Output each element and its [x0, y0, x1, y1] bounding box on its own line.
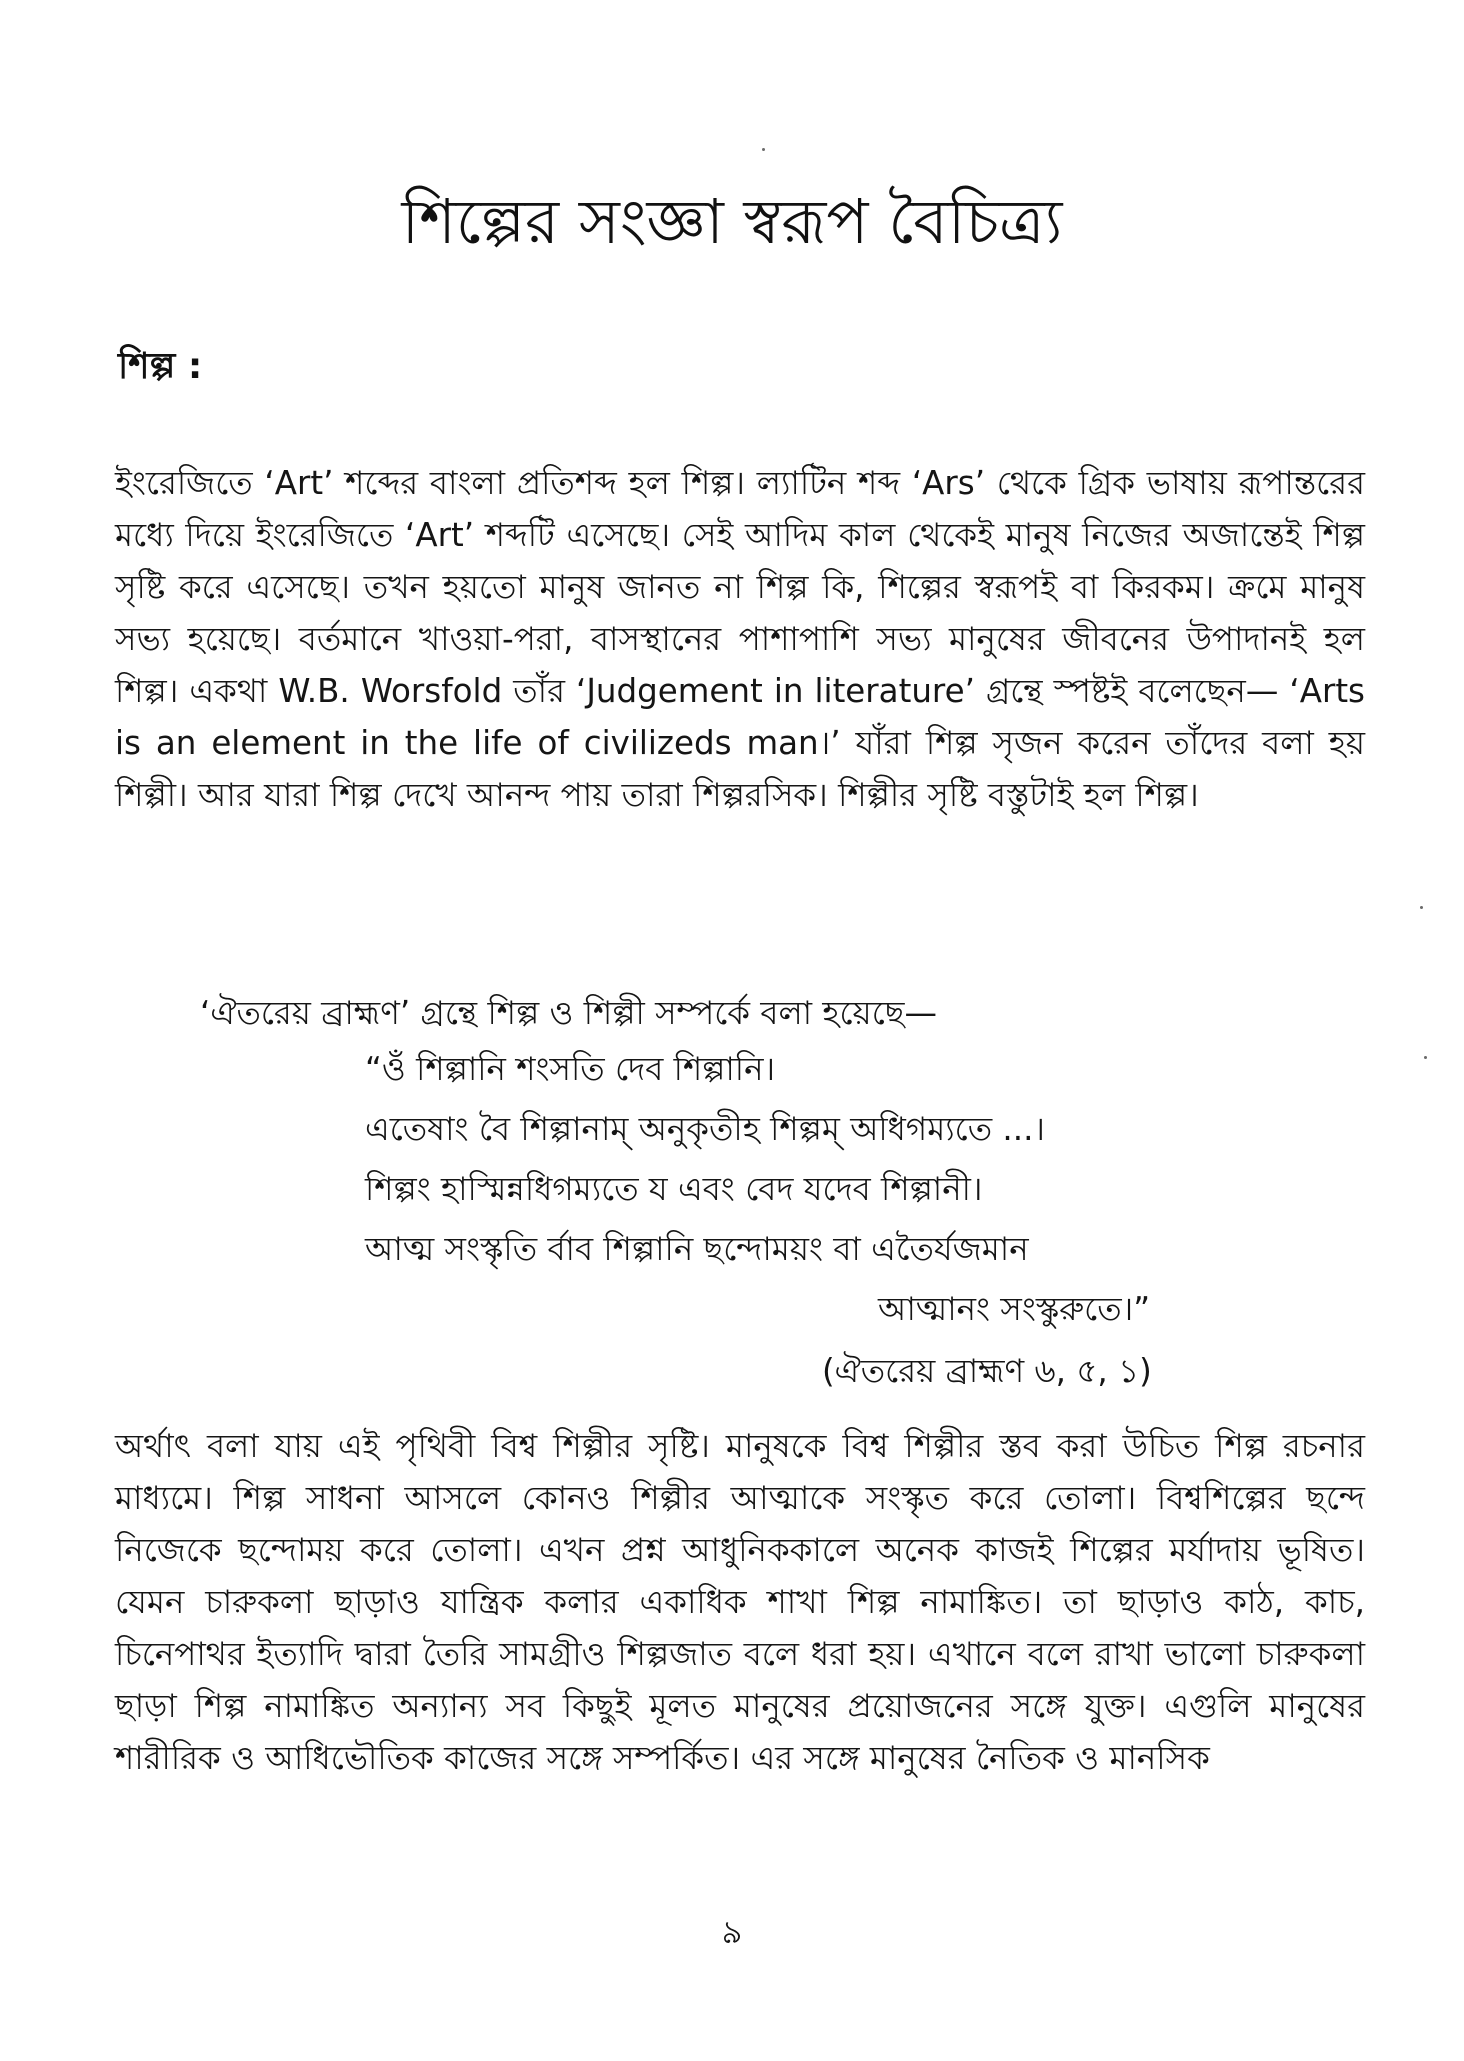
scan-speck	[762, 148, 765, 151]
section-heading: শিল্প :	[118, 346, 203, 387]
verse-line: আত্ম সংস্কৃতি র্বাব শিল্পানি ছন্দোময়ং বা এতৈর্যজমান	[365, 1230, 1029, 1268]
paragraph-discussion: অর্থাৎ বলা যায় এই পৃথিবী বিশ্ব শিল্পীর সৃষ্টি। মানুষকে বিশ্ব শিল্পীর স্তব করা উচিত শিল্প রচনার মাধ্যমে। শিল্প সাধনা আসলে কোনও শিল্পীর আত্মাকে সংস্কৃত করে তোলা। বিশ্বশিল্পের ছন্দে নিজেকে ছন্দোময় করে তোলা। এখন প্রশ্ন আধুনিককালে অনেক কাজই শিল্পের মর্যাদায় ভূষিত। যেমন চারুকলা ছাড়াও যান্ত্রিক কলার একাধিক শাখা শিল্প নামাঙ্কিত। তা ছাড়াও কাঠ, কাচ, চিনেপাথর ইত্যাদি দ্বারা তৈরি সামগ্রীও শিল্পজাত বলে ধরা হয়। এখানে বলে রাখা ভালো চারুকলা ছাড়া শিল্প নামাঙ্কিত অন্যান্য সব কিছুই মূলত মানুষের প্রয়োজনের সঙ্গে যুক্ত। এগুলি মানুষের শারীরিক ও আধিভৌতিক কাজের সঙ্গে সম্পর্কিত। এর সঙ্গে মানুষের নৈতিক ও মানসিক	[115, 1427, 1365, 1777]
verse-line: এতেষাং বৈ শিল্পানাম্ অনুকৃতীহ শিল্পম্ অধিগম্যতে ...।	[365, 1110, 1046, 1148]
scan-speck	[1420, 906, 1423, 909]
sanskrit-verse	[365, 1039, 1365, 1279]
page-number: ৯	[721, 1913, 743, 1951]
verse-line: “ওঁ শিল্পানি শংসতি দেব শিল্পানি।	[365, 1050, 776, 1088]
verse-line: শিল্পং হাস্মিন্নধিগম্যতে য এবং বেদ যদেব শিল্পানী।	[365, 1170, 983, 1208]
paragraph-quote-intro: ‘ঐতরেয় ব্রাহ্মণ’ গ্রন্থে শিল্প ও শিল্পী সম্পর্কে বলা হয়েছে—	[200, 994, 937, 1032]
page-title: শিল্পের সংজ্ঞা স্বরূপ বৈচিত্র্য	[401, 185, 1063, 258]
verse-line-last: আত্মানং সংস্কুরুতে।”	[878, 1290, 1151, 1328]
scan-speck	[1424, 1056, 1427, 1059]
verse-citation: (ঐতরেয় ব্রাহ্মণ ৬, ৫, ১)	[822, 1352, 1152, 1390]
paragraph-intro: ইংরেজিতে ‘Art’ শব্দের বাংলা প্রতিশব্দ হল শিল্প। ল্যাটিন শব্দ ‘Ars’ থেকে গ্রিক ভাষায় রূপান্তরের মধ্যে দিয়ে ইংরেজিতে ‘Art’ শব্দটি এসেছে। সেই আদিম কাল থেকেই মানুষ নিজের অজান্তেই শিল্প সৃষ্টি করে এসেছে। তখন হয়তো মানুষ জানত না শিল্প কি, শিল্পের স্বরূপই বা কিরকম। ক্রমে মানুষ সভ্য হয়েছে। বর্তমানে খাওয়া-পরা, বাসস্থানের পাশাপাশি সভ্য মানুষের জীবনের উপাদানই হল শিল্প। একথা W.B. Worsfold তাঁর ‘Judgement in literature’ গ্রন্থে স্পষ্টই বলেছেন— ‘Arts is an element in the life of civilizeds man।’ যাঁরা শিল্প সৃজন করেন তাঁদের বলা হয় শিল্পী। আর যারা শিল্প দেখে আনন্দ পায় তারা শিল্পরসিক। শিল্পীর সৃষ্টি বস্তুটাই হল শিল্প।	[115, 464, 1365, 814]
